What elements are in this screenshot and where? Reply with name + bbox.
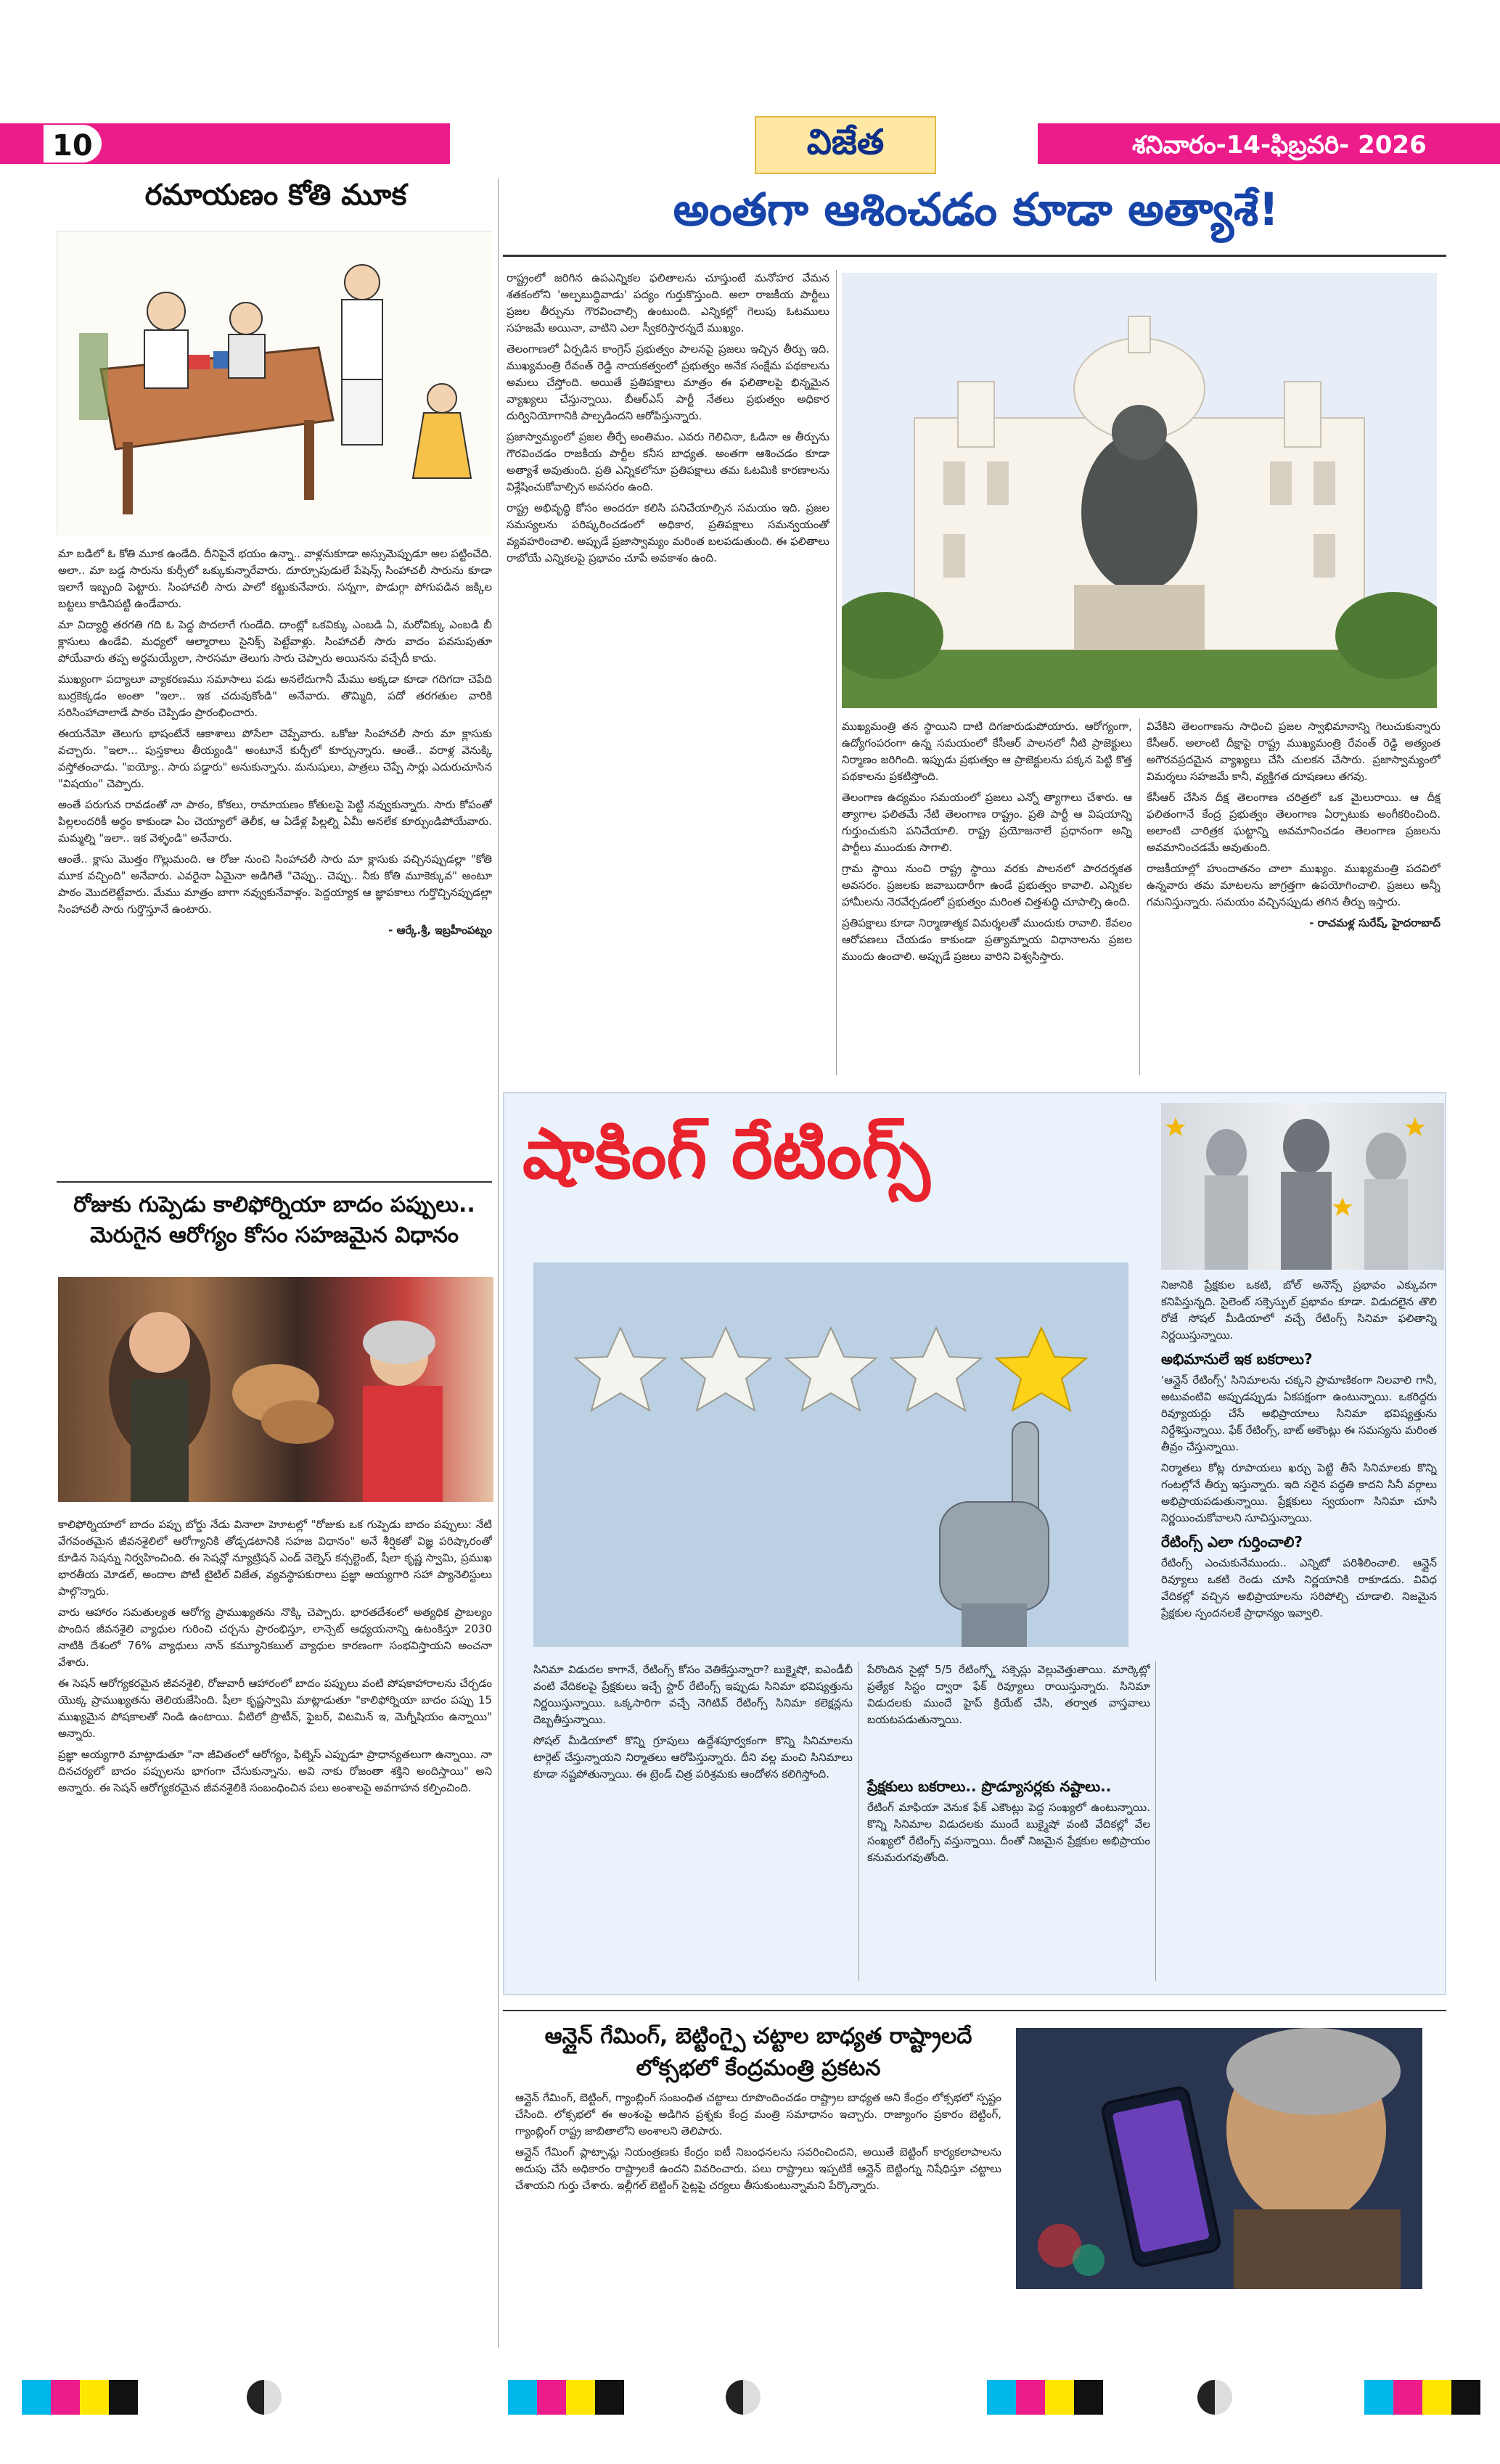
paragraph: మా విద్యార్థి తరగతి గది ఓ పెద్ద పొదలాగే గుండేది. దాంట్లో ఒకవిక్కు ఎంబడి ఏ, మరోవిక్కు ఎంబడి బీ క్లాసులు ఉండేవి. మధ్యలో ఆల్మారాలు సైనిక్స్ పెట్టేవాళ్లు. సింహాచలీ సారు వాదం పవసుపుతూ పోయేవారు తప్ప అర్థమయ్యేలా, సారసమా తెలుగు సారు చెప్పారు అయినను వచ్చేదీ కాదు. bbox=[58, 618, 492, 665]
paragraph: రేటింగ్ మాఫియా వెనుక ఫేక్ ఎకౌంట్లు పెద్ద సంఖ్యలో ఉంటున్నాయి. కొన్ని సినిమాల విడుదలకు ముందే బుక్మైషో వంటి వేదికల్లో వేల సంఖ్యలో రేటింగ్స్ వస్తున్నాయి. దీంతో నిజమైన ప్రేక్షకుల అభిప్రాయం కనుమరుగవుతోంది. bbox=[867, 1801, 1150, 1864]
ratings-subheading: ప్రేక్షకులు బకరాలు.. ప్రొడ్యూసర్లకు నష్టాలు.. bbox=[867, 1778, 1112, 1795]
paragraph: సోషల్ మీడియాలో కొన్ని గ్రూపులు ఉద్దేశపూర్వకంగా కొన్ని సినిమాలను టార్గెట్ చేస్తున్నాయని నిర్మాతలు ఆరోపిస్తున్నారు. దీని వల్ల మంచి సినిమాలు కూడా నష్టపోతున్నాయి. ఈ ట్రెండ్ చిత్ర పరిశ్రమకు ఆందోళన కలిగిస్తోంది. bbox=[533, 1734, 853, 1781]
paragraph: ప్రజ్ఞా అయ్యగారి మాట్లాడుతూ "నా జీవితంలో ఆరోగ్యం, ఫిట్నెస్ ఎప్పుడూ ప్రాధాన్యతలుగా ఉన్నాయి. నా దినచర్యలో బాదం పప్పులను భాగంగా చేసుకున్నాను. అవి నాకు రోజంతా శక్తిని అందిస్తాయి" అని అన్నారు. ఈ సెషన్ ఆరోగ్యకరమైన జీవనశైలికి సంబంధించిన పలు అంశాలపై అవగాహన కల్పించింది. bbox=[58, 1748, 492, 1794]
registration-mark-yellow bbox=[80, 2380, 109, 2415]
paragraph: ప్రజాస్వామ్యంలో ప్రజల తీర్పే అంతిమం. ఎవరు గెలిచినా, ఓడినా ఆ తీర్పును గౌరవించడం రాజకీయ పార్టీల కనీస బాధ్యత. అంతగా ఆశించడం కూడా అత్యాశే అవుతుంది. ప్రతి ఎన్నికలోనూ ప్రతిపక్షాలు తమ ఓటమికి కారణాలను విశ్లేషించుకోవాల్సిన అవసరం ఉంది. bbox=[507, 430, 829, 493]
registration-mark-circle bbox=[726, 2380, 761, 2415]
registration-mark-magenta bbox=[1393, 2380, 1422, 2415]
registration-mark-magenta bbox=[1016, 2380, 1045, 2415]
paragraph: 'ఆన్లైన్ రేటింగ్స్' సినిమాలను చక్కని ప్రామాణికంగా నిలవాలి గానీ, అటువంటివి అప్పుడప్పుడు ఏకపక్షంగా ఉంటున్నాయి. ఒకరిద్దరు రివ్యూయర్లు చేసే అభిప్రాయాలు సినిమా భవిష్యత్తును నిర్దేశిస్తున్నాయి. ఫేక్ రేటింగ్స్, బాట్ అకౌంట్లు ఈ సమస్యను మరింత తీవ్రం చేస్తున్నాయి. bbox=[1161, 1373, 1437, 1453]
paragraph: ఈ సెషన్ ఆరోగ్యకరమైన జీవనశైలి, రోజువారీ ఆహారంలో బాదం పప్పులు వంటి పోషకాహారాలను చేర్చడం యొక్క ప్రాముఖ్యతను తెలియజేసింది. షీలా కృష్ణస్వామి మాట్లాడుతూ "కాలిఫోర్నియా బాదం పప్పు 15 ముఖ్యమైన పోషకాలతో నిండి ఉంటాయి. వీటిలో ప్రొటీన్, ఫైబర్, విటమిన్ ఇ, మెగ్నీషియం ఉన్నాయి" అన్నారు. bbox=[58, 1677, 492, 1740]
paragraph: సినిమా విడుదల కాగానే, రేటింగ్స్ కోసం వెతికేస్తున్నారా? బుక్మైషో, ఐఎండీబీ వంటి వేదికలపై ప్రేక్షకులు ఇచ్చే స్టార్ రేటింగ్స్ ఇప్పుడు సినిమా భవిష్యత్తును నిర్ణయిస్తున్నాయి. ఒక్కసారిగా వచ్చే నెగిటివ్ రేటింగ్స్ సినిమా కలెక్షన్లను దెబ్బతీస్తున్నాయి. bbox=[533, 1663, 853, 1726]
editorial-column-2 bbox=[842, 718, 1132, 1075]
paragraph: నిజానికి ప్రేక్షకుల ఒకటి, బోల్ అనౌన్స్ ప్రభావం ఎక్కువగా కనిపిస్తున్నది. సైలెంట్ సక్సెస్ఫుల్ ప్రభావం కూడా. విడుదలైన తొలి రోజే సోషల్ మీడియాలో వచ్చే రేటింగ్స్ సినిమా ఫలితాన్ని నిర్ణయిస్తున్నాయి. bbox=[1161, 1278, 1437, 1342]
paragraph: వివేకిని తెలంగాణను సాధించి ప్రజల స్వాభిమానాన్ని గెలుచుకున్నారు కేసీఆర్. అలాంటి దీక్షాపై రాష్ట్ర ముఖ్యమంత్రి రేవంత్ రెడ్డి అత్యంత అగౌరవప్రదమైన వ్యాఖ్యలు చేసి చులకన చేసారు. ప్రజాస్వామ్యంలో విమర్శలు సహజమే కానీ, వ్యక్తిగత దూషణలు తగవు. bbox=[1147, 720, 1440, 783]
editorial-column-1 bbox=[507, 270, 829, 1075]
registration-mark-black bbox=[109, 2380, 138, 2415]
registration-mark-black bbox=[595, 2380, 624, 2415]
paragraph: ఆన్లైన్ గేమింగ్, బెట్టింగ్, గ్యాంబ్లింగ్ సంబంధిత చట్టాలు రూపొందించడం రాష్ట్రాల బాధ్యత అని కేంద్రం లోక్సభలో స్పష్టం చేసింది. లోక్సభలో ఈ అంశంపై అడిగిన ప్రశ్నకు కేంద్ర మంత్రి సమాధానం ఇచ్చారు. రాజ్యాంగం ప్రకారం బెట్టింగ్, గ్యాంబ్లింగ్ రాష్ట్ర జాబితాలోని అంశాలని తెలిపారు. bbox=[515, 2091, 1001, 2137]
editorial-column-3 bbox=[1147, 718, 1440, 1075]
man-with-gaming-phone-photo bbox=[1016, 2028, 1422, 2289]
registration-mark-cyan bbox=[987, 2380, 1016, 2415]
paragraph: రాష్ట్ర అభివృద్ధి కోసం అందరూ కలిసి పనిచేయాల్సిన సమయం ఇది. ప్రజల సమస్యలను పరిష్కరించడంలో అధికార, ప్రతిపక్షాలు సమన్వయంతో వ్యవహరించాలి. అప్పుడే ప్రజాస్వామ్యం మరింత బలపడుతుంది. ఈ ఫలితాలు రాబోయే ఎన్నికలపై ప్రభావం చూపే అవకాశం ఉంది. bbox=[507, 501, 829, 564]
almond-article-headline: రోజుకు గుప్పెడు కాలిఫోర్నియా బాదం పప్పులు.. మెరుగైన ఆరోగ్యం కోసం సహజమైన విధానం bbox=[73, 1192, 475, 1248]
paragraph: రేటింగ్స్ ఎంచుకునేముందు.. ఎన్నిటో పరిశీలించాలి. ఆన్లైన్ రివ్యూలు ఒకటి రెండు చూసి నిర్ణయానికి రాకూడదు. వివిధ వేదికల్లో వచ్చిన అభిప్రాయాలను సరిపోల్చి చూడాలి. నిజమైన ప్రేక్షకుల స్పందనలకే ప్రాధాన్యం ఇవ్వాలి. bbox=[1161, 1556, 1437, 1619]
paragraph: మా బడిలో ఓ కోతి మూక ఉండేది. దీనిపైనే భయం ఉన్నా.. వాళ్లనుకూడా అస్సుమెప్పుడూ అల పట్టించేది. అలా.. మా బడ్డ సారును కుర్సీలో ఒక్కుకున్నారేవారు. దూర్చూపుడులే పేషెన్స్ సింహాచలీ సారును కూడా ఇలాగే ఇబ్బంది పెట్టారు. సింహాచలీ సారు పాలో కట్టుకునేవారు. సన్నగా, పొడుగ్గా పోగుపడిన జక్కిల బట్టలు కాడినిపట్టి ఉండేవారు. bbox=[58, 547, 492, 610]
main-headline: అంతగా ఆశించడం కూడా అత్యాశే! bbox=[673, 183, 1279, 236]
column-divider bbox=[836, 270, 837, 1075]
ratings-headline: షాకింగ్ రేటింగ్స్ bbox=[522, 1113, 930, 1194]
registration-mark-yellow bbox=[566, 2380, 595, 2415]
paragraph: గ్రామ స్థాయి నుంచి రాష్ట్ర స్థాయి వరకు పాలనలో పారదర్శకత అవసరం. ప్రజలకు జవాబుదారీగా ఉండే ప్రభుత్వం కావాలి. ఎన్నికల హామీలను నెరవేర్చడంలో ప్రభుత్వం మరింత చిత్తశుద్ధి చూపాల్సి ఉంది. bbox=[842, 862, 1132, 908]
section-divider bbox=[57, 1181, 492, 1183]
masthead-logo: విజేత bbox=[806, 122, 885, 163]
almond-article-body bbox=[58, 1516, 492, 2351]
gaming-article-body bbox=[515, 2090, 1001, 2351]
silhouettes-with-stars-image bbox=[1161, 1103, 1444, 1270]
paragraph: రాజకీయాల్లో హుందాతనం చాలా ముఖ్యం. ముఖ్యమంత్రి పదవిలో ఉన్నవారు తమ మాటలను జాగ్రత్తగా ఉపయోగించాలి. ప్రజలు అన్నీ గమనిస్తున్నారు. సమయం వచ్చినప్పుడు తగిన తీర్పు ఇస్తారు. bbox=[1147, 862, 1440, 908]
paragraph: ముఖ్యమంత్రి తన స్థాయిని దాటి దిగజారుడుపోయారు. ఆరోగ్యంగా, ఉద్యోగంపరంగా ఉన్న సమయంలో కేసీఆర్ పాలనలో నీటి ప్రాజెక్టులు నిర్మాణం జరిగింది. ఇప్పుడు ప్రభుత్వం ఆ ప్రాజెక్టులను పక్కన పెట్టి కొత్త పథకాలను ప్రకటిస్తోంది. bbox=[842, 720, 1132, 783]
paragraph: ప్రతిపక్షాలు కూడా నిర్మాణాత్మక విమర్శలతో ముందుకు రావాలి. కేవలం ఆరోపణలు చేయడం కాకుండా ప్రత్యామ్నాయ విధానాలను ప్రజల ముందు ఉంచాలి. అప్పుడే ప్రజలు వారిని విశ్వసిస్తారు. bbox=[842, 916, 1132, 963]
side-subheading: రేటింగ్స్ ఎలా గుర్తించాలి? bbox=[1161, 1533, 1303, 1551]
registration-mark-cyan bbox=[508, 2380, 537, 2415]
registration-mark-circle bbox=[1197, 2380, 1232, 2415]
paragraph: ముఖ్యంగా పద్యాలూ వ్యాకరణము సమాసాలు పడు అనలేదుగానీ మేము అక్కడా కూడా గదిగదా చెపేది బుర్రకెక్కడం అంతా "ఇలా.. ఇక చదువుకోండి" అనేవారు. తొమ్మిది, పదో తరగతుల వారికి సరిసింహాచాలాడే పాఠం చెప్పిడం ప్రారంభించారు. bbox=[58, 673, 492, 719]
page-number: 10 bbox=[52, 129, 93, 163]
registration-mark-magenta bbox=[51, 2380, 80, 2415]
column-divider bbox=[858, 1662, 859, 1981]
ratings-body-mid bbox=[867, 1799, 1150, 1981]
paragraph: నిర్మాతలు కోట్ల రూపాయలు ఖర్చు పెట్టి తీసే సినిమాలకు కొన్ని గంటల్లోనే తీర్పు ఇస్తున్నారు. ఇది సరైన పద్ధతి కాదని సినీ వర్గాలు అభిప్రాయపడుతున్నాయి. ప్రేక్షకులు స్వయంగా సినిమా చూసి నిర్ణయించుకోవాలని సూచిస్తున్నాయి. bbox=[1161, 1461, 1437, 1524]
paragraph: వారు ఆహారం సమతుల్యత ఆరోగ్య ప్రాముఖ్యతను నొక్కి చెప్పారు. భారతదేశంలో అత్యధిక ప్రాబల్యం పొందిన జీవనశైలి వ్యాధుల గురించి చర్చను ప్రారంభిస్తూ, లాన్సెట్ ఆధ్యయనాన్ని ఉటంకిస్తూ 2030 నాటికి దేశంలో 76% వ్యాధులు నాన్ కమ్యూనికబుల్ వ్యాధుల కారణంగా సంభవిస్తాయని అంచనా వేశారు. bbox=[58, 1606, 492, 1669]
registration-mark-yellow bbox=[1045, 2380, 1074, 2415]
registration-mark-magenta bbox=[537, 2380, 566, 2415]
side-subheading: అభిమానులే ఇక బకరాలు? bbox=[1161, 1350, 1313, 1368]
registration-mark-cyan bbox=[22, 2380, 51, 2415]
registration-mark-black bbox=[1074, 2380, 1103, 2415]
cartoon-illustration bbox=[57, 231, 492, 535]
assembly-gandhi-statue-photo bbox=[842, 273, 1437, 708]
registration-mark-yellow bbox=[1422, 2380, 1451, 2415]
ratings-body-mid-top bbox=[867, 1662, 1150, 1774]
paragraph: ఆన్లైన్ గేమింగ్ ప్లాట్ఫామ్ల నియంత్రణకు కేంద్రం ఐటీ నిబంధనలను సవరించిందని, అయితే బెట్టింగ్ కార్యకలాపాలను అదుపు చేసే అధికారం రాష్ట్రాలకే ఉందని వివరించారు. పలు రాష్ట్రాలు ఇప్పటికే ఆన్లైన్ బెట్టింగ్ను నిషేధిస్తూ చట్టాలు చేశాయని గుర్తు చేశారు. ఇల్లీగల్ బెట్టింగ్ సైట్లపై చర్యలు తీసుకుంటున్నామని పేర్కొన్నారు. bbox=[515, 2145, 1001, 2192]
gaming-article-headline: ఆన్లైన్ గేమింగ్, బెట్టింగ్పై చట్టాల బాధ్యత రాష్ట్రాలదే లోక్సభలో కేంద్రమంత్రి ప్రకటన bbox=[544, 2024, 972, 2081]
robot-hand-stars-image bbox=[533, 1262, 1128, 1647]
paragraph: కాలిఫోర్నియాలో బాదం పప్పు బోర్డు నేడు వినాలా హెూటల్లో "రోజుకు ఒక గుప్పెడు బాదం పప్పులు: నేటి వేగవంతమైన జీవనశైలిలో ఆరోగ్యానికి తోడ్పడటానికి సహజ విధానం" అనే శీర్షికతో విజ్ఞ పరిష్కారంతో కూడిన సెషన్ను నిర్వహించింది. ఈ సెషన్లో న్యూట్రిషన్ ఎండ్ వెల్నెస్ కన్సల్టెంట్, షీలా కృష్ణ స్వామి, ప్రముఖ భారతీయ మోడల్, అందాల పోటీ టైటిల్ విజేత, వ్యవస్థాపకురాలు ప్రజ్ఞా అయ్యగారి సహా ప్యానెలిస్టులు పాల్గొన్నారు. bbox=[58, 1518, 492, 1598]
column-divider bbox=[498, 178, 499, 2348]
almond-event-photo bbox=[58, 1277, 493, 1502]
byline: - ఆర్కే.శ్రీ, ఇబ్రహీంపట్నం bbox=[388, 924, 492, 937]
cartoon-story-title: రమాయణం కోతి మూక bbox=[144, 178, 407, 212]
paragraph: అంతే పరుగున రావడంతో నా పాఠం, కోకలు, రామాయణం కోతులపై పెట్టి నవ్వుకున్నారు. సారు కోపంతో పిల్లలందరికీ అర్థం కాకుండా ఏం చెయ్యాలో తెలీక, ఆ ఏడేళ్ల పిల్లల్ని ఏమీ అనలేక కూర్చుండిపోయేవారు. మమ్మల్ని "ఇలా.. ఇక వెళ్ళండి" అనేవారు. bbox=[58, 798, 492, 845]
paragraph: తెలంగాణలో ఏర్పడిన కాంగ్రెస్ ప్రభుత్వం పాలనపై ప్రజలు ఇచ్చిన తీర్పు ఇది. ముఖ్యమంత్రి రేవంత్ రెడ్డి నాయకత్వంలో ప్రభుత్వం అనేక సంక్షేమ పథకాలను అమలు చేస్తోంది. అయితే ప్రతిపక్షాలు మాత్రం ఈ ఫలితాలపై భిన్నమైన వ్యాఖ్యలు చేస్తున్నాయి. బీఆర్ఎస్ పార్టీ నేతలు ప్రభుత్వం అధికార దుర్వినియోగానికి పాల్పడిందని ఆరోపిస్తున్నారు. bbox=[507, 342, 829, 422]
section-divider bbox=[503, 2010, 1446, 2011]
paragraph: రాష్ట్రంలో జరిగిన ఉపఎన్నికల ఫలితాలను చూస్తుంటే మనోహర వేమన శతకంలోని 'అల్పబుద్ధివాడు' పద్యం గుర్తుకొస్తుంది. అలా రాజకీయ పార్టీలు ప్రజల తీర్పును గౌరవించాల్సి ఉంటుంది. ఎన్నికల్లో గెలుపు ఓటములు సహజమే అయినా, వాటిని ఎలా స్వీకరిస్తారన్నదే ముఖ్యం. bbox=[507, 271, 829, 334]
paragraph: ఈయనేమో తెలుగు భాషంటేనే ఆకాశాలు పోసేలా చెప్పేవారు. ఒకోజు సింహాచలీ సారు మా క్లాసుకు వచ్చారు. "ఇలా... పుస్తకాలు తీయ్యండి" అంటూనే కుర్చీలో కూర్చున్నారు. ఆంతే.. వరాళ్ల వెనుక్కి వస్తోతంచాడు. "ఐయ్యో.. సారు పడ్డారు" అనుకున్నాను. మనుషులు, పాత్రలు చెప్పే సార్లు ఎదురుచూసిన "విషయం" చెప్పారు. bbox=[58, 727, 492, 790]
ratings-body-left bbox=[533, 1662, 853, 1981]
ratings-side-column bbox=[1161, 1277, 1437, 1778]
column-divider bbox=[1155, 1662, 1156, 1981]
registration-mark-circle bbox=[247, 2380, 282, 2415]
byline: - రాచమళ్ల సురేష్, హైదరాబాద్ bbox=[1309, 916, 1440, 929]
issue-date: శనివారం-14-ఫిబ్రవరి- 2026 bbox=[1132, 131, 1427, 160]
registration-mark-black bbox=[1451, 2380, 1480, 2415]
paragraph: పేరొందిన సైట్లో 5/5 రేటింగ్స్తో సక్సెస్లు వెల్లువెత్తుతాయి. మార్కెట్లో ప్రత్యేక సిస్టం ద్వారా ఫేక్ రివ్యూలు రాయిస్తున్నారు. సినిమా విడుదలకు ముందే హైప్ క్రియేట్ చేసి, తర్వాత వాస్తవాలు బయటపడుతున్నాయి. bbox=[867, 1663, 1150, 1726]
paragraph: కేసీఆర్ చేసిన దీక్ష తెలంగాణ చరిత్రలో ఒక మైలురాయి. ఆ దీక్ష ఫలితంగానే కేంద్ర ప్రభుత్వం తెలంగాణ ఏర్పాటుకు అంగీకరించింది. అలాంటి చారిత్రక ఘట్టాన్ని అవమానించడం తెలంగాణ ప్రజలను అవమానించడమే అవుతుంది. bbox=[1147, 791, 1440, 854]
paragraph: ఆంతే.. క్లాసు మొత్తం గొల్లుమంది. ఆ రోజు నుంచి సింహాచలీ సారు మా క్లాసుకు వచ్చినప్పుడల్లా "కోతి మూక వచ్చింది" అనేవారు. ఎవరైనా ఏమైనా అడిగితే "చెప్పు.. చెప్పు.. నీకు కోతి మూకెక్కువ" అంటూ పాఠం మొదలెట్టేవారు. మేము మాత్రం బాగా నవ్వుకునేవాళ్లం. పెద్దయ్యాక ఆ జ్ఞాపకాలు గుర్తొచ్చినప్పుడల్లా సింహాచలీ సారు గుర్తొస్తూనే ఉంటారు. bbox=[58, 853, 492, 916]
registration-mark-cyan bbox=[1364, 2380, 1393, 2415]
cartoon-story-body bbox=[58, 546, 492, 1184]
column-divider bbox=[1139, 718, 1140, 1075]
paragraph: తెలంగాణ ఉద్యమం సమయంలో ప్రజలు ఎన్నో త్యాగాలు చేశారు. ఆ త్యాగాల ఫలితమే నేటి తెలంగాణ రాష్ట్రం. ప్రతి పార్టీ ఆ విషయాన్ని గుర్తుంచుకుని పనిచేయాలి. రాష్ట్ర ప్రయోజనాలే ప్రధానంగా అన్ని పార్టీలు ముందుకు సాగాలి. bbox=[842, 791, 1132, 854]
